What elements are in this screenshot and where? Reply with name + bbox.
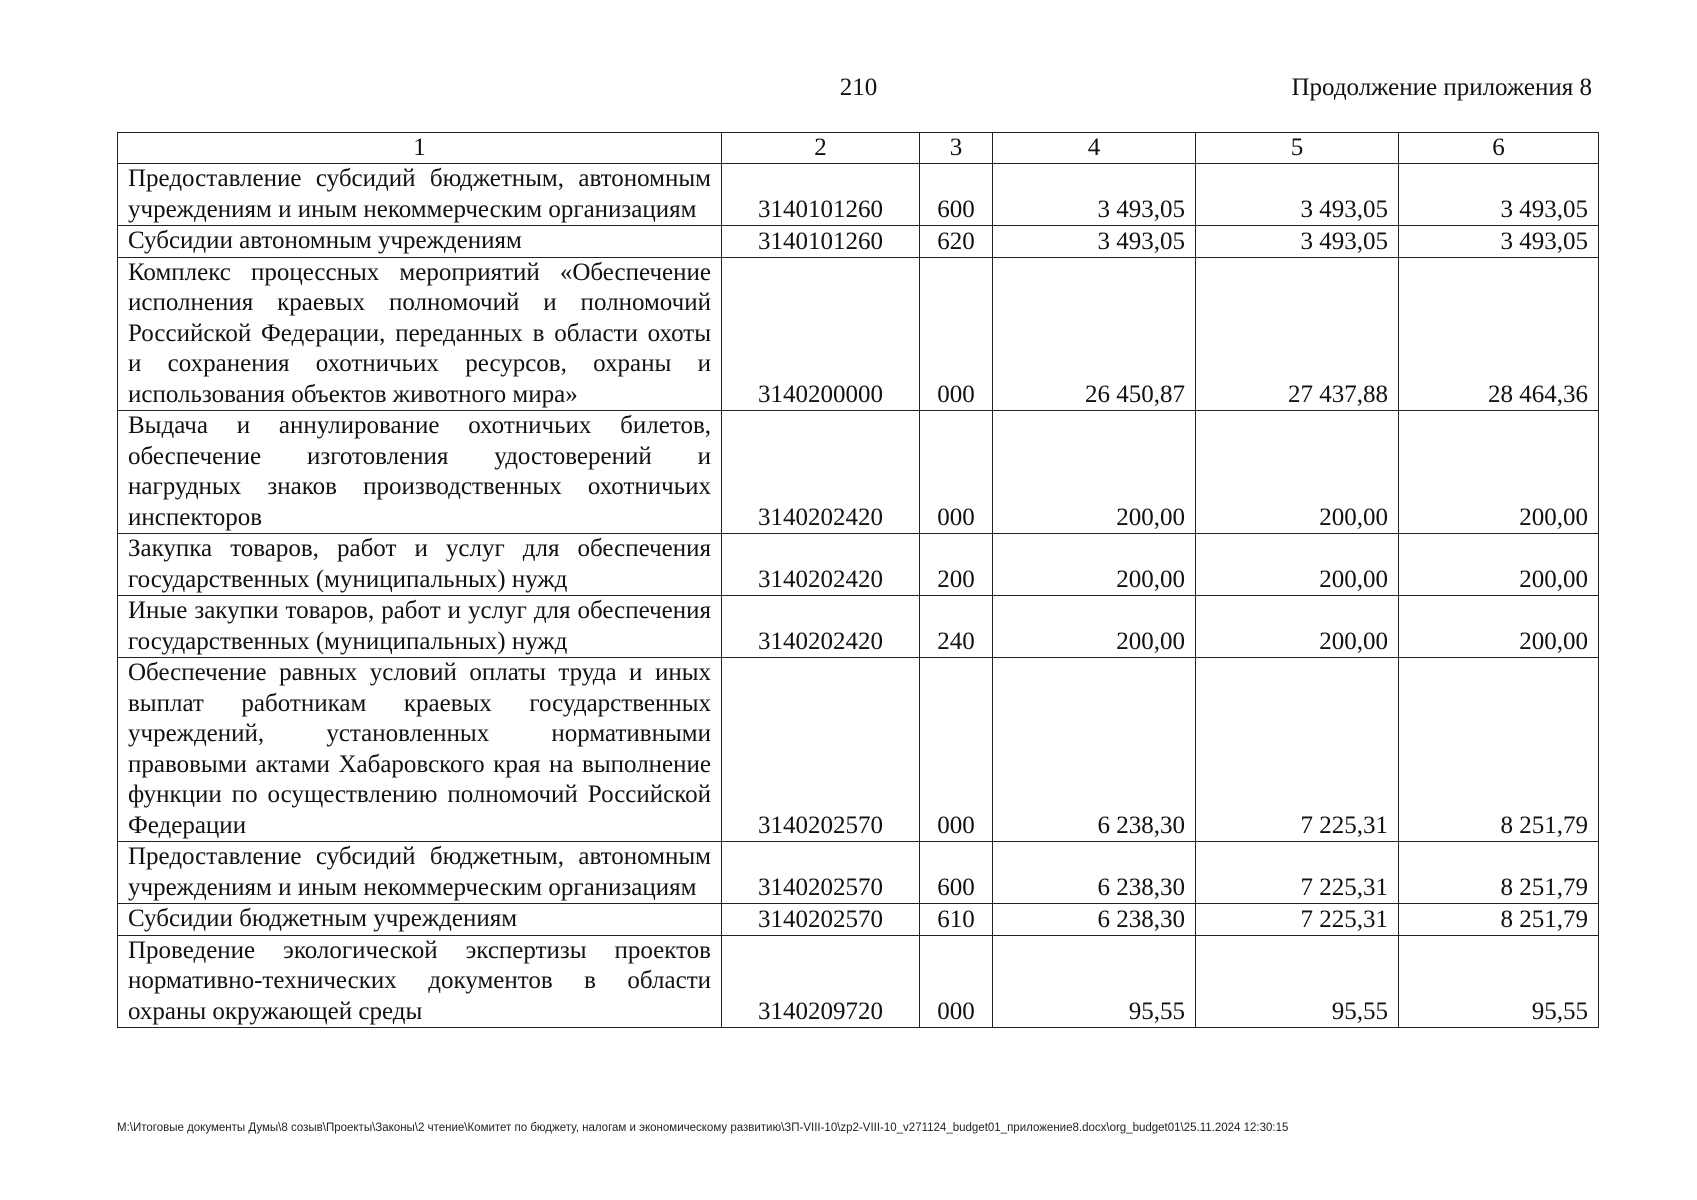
page-number: 210 (839, 74, 878, 101)
budget-table (117, 132, 1599, 1028)
row-target-code: 3140200000 (722, 257, 920, 411)
row-expense-type: 600 (920, 164, 993, 226)
row-amount-col6: 8 251,79 (1399, 904, 1599, 936)
table-row (118, 842, 1599, 904)
row-description: Обеспечение равных условий оплаты труда и иных выплат работникам краевых государственных учреждений, установленных нормативными правовыми актами Хабаровского края на выполнение функции по осуществлению полномочий Российской Федерации (118, 658, 722, 842)
row-amount-col4: 6 238,30 (993, 904, 1196, 936)
table-row (118, 534, 1599, 596)
row-amount-col4: 26 450,87 (993, 257, 1196, 411)
row-amount-col5: 95,55 (1196, 935, 1399, 1028)
row-target-code: 3140202570 (722, 904, 920, 936)
table-row (118, 411, 1599, 534)
row-expense-type: 620 (920, 226, 993, 258)
row-amount-col6: 3 493,05 (1399, 164, 1599, 226)
column-header: 6 (1399, 133, 1599, 164)
table-row (118, 658, 1599, 842)
row-amount-col6: 200,00 (1399, 411, 1599, 534)
row-target-code: 3140202420 (722, 534, 920, 596)
row-amount-col5: 7 225,31 (1196, 658, 1399, 842)
row-description: Субсидии автономным учреждениям (118, 226, 722, 258)
table-row (118, 935, 1599, 1028)
row-amount-col6: 8 251,79 (1399, 658, 1599, 842)
row-expense-type: 000 (920, 935, 993, 1028)
row-target-code: 3140101260 (722, 164, 920, 226)
column-header: 3 (920, 133, 993, 164)
column-header: 4 (993, 133, 1196, 164)
row-amount-col4: 95,55 (993, 935, 1196, 1028)
row-description: Предоставление субсидий бюджетным, автономным учреждениям и иным некоммерческим организациям (118, 164, 722, 226)
row-description: Субсидии бюджетным учреждениям (118, 904, 722, 936)
row-amount-col6: 8 251,79 (1399, 842, 1599, 904)
row-amount-col6: 3 493,05 (1399, 226, 1599, 258)
row-amount-col6: 95,55 (1399, 935, 1599, 1028)
row-amount-col5: 27 437,88 (1196, 257, 1399, 411)
row-amount-col4: 6 238,30 (993, 842, 1196, 904)
row-expense-type: 600 (920, 842, 993, 904)
row-amount-col5: 7 225,31 (1196, 904, 1399, 936)
row-description: Проведение экологической экспертизы проектов нормативно-технических документов в области охраны окружающей среды (118, 935, 722, 1028)
column-header: 2 (722, 133, 920, 164)
row-expense-type: 000 (920, 411, 993, 534)
row-expense-type: 240 (920, 596, 993, 658)
row-amount-col6: 28 464,36 (1399, 257, 1599, 411)
row-target-code: 3140101260 (722, 226, 920, 258)
row-target-code: 3140202570 (722, 658, 920, 842)
table-row (118, 257, 1599, 411)
appendix-continuation-label: Продолжение приложения 8 (1291, 74, 1592, 101)
table-header-row (118, 133, 1599, 164)
row-amount-col6: 200,00 (1399, 534, 1599, 596)
column-header: 5 (1196, 133, 1399, 164)
row-expense-type: 000 (920, 658, 993, 842)
row-expense-type: 000 (920, 257, 993, 411)
row-description: Закупка товаров, работ и услуг для обеспечения государственных (муниципальных) нужд (118, 534, 722, 596)
row-description: Комплекс процессных мероприятий «Обеспечение исполнения краевых полномочий и полномочий Российской Федерации, переданных в области охоты и сохранения охотничьих ресурсов, охраны и использования объектов животного мира» (118, 257, 722, 411)
row-amount-col6: 200,00 (1399, 596, 1599, 658)
table-row (118, 226, 1599, 258)
row-amount-col4: 200,00 (993, 411, 1196, 534)
row-expense-type: 200 (920, 534, 993, 596)
row-amount-col5: 3 493,05 (1196, 164, 1399, 226)
row-amount-col4: 200,00 (993, 534, 1196, 596)
row-amount-col5: 200,00 (1196, 596, 1399, 658)
row-amount-col4: 3 493,05 (993, 226, 1196, 258)
row-target-code: 3140202420 (722, 411, 920, 534)
row-amount-col5: 3 493,05 (1196, 226, 1399, 258)
row-amount-col4: 6 238,30 (993, 658, 1196, 842)
table-row (118, 596, 1599, 658)
row-target-code: 3140202570 (722, 842, 920, 904)
table-row (118, 164, 1599, 226)
row-description: Иные закупки товаров, работ и услуг для обеспечения государственных (муниципальных) нужд (118, 596, 722, 658)
document-file-path: М:\Итоговые документы Думы\8 созыв\Проекты\Законы\2 чтение\Комитет по бюджету, налогам и экономическому развитию\ЗП-VIII-10\zp2-VIII-10_v271124_budget01_приложение8.docx\org_budget01\25.11.2024 12:30:15 (117, 1122, 1289, 1134)
table-row (118, 904, 1599, 936)
row-description: Предоставление субсидий бюджетным, автономным учреждениям и иным некоммерческим организациям (118, 842, 722, 904)
row-amount-col4: 3 493,05 (993, 164, 1196, 226)
row-target-code: 3140209720 (722, 935, 920, 1028)
row-expense-type: 610 (920, 904, 993, 936)
row-target-code: 3140202420 (722, 596, 920, 658)
row-amount-col4: 200,00 (993, 596, 1196, 658)
row-amount-col5: 200,00 (1196, 411, 1399, 534)
column-header: 1 (118, 133, 722, 164)
row-amount-col5: 200,00 (1196, 534, 1399, 596)
row-description: Выдача и аннулирование охотничьих билетов, обеспечение изготовления удостоверений и нагрудных знаков производственных охотничьих инспекторов (118, 411, 722, 534)
row-amount-col5: 7 225,31 (1196, 842, 1399, 904)
